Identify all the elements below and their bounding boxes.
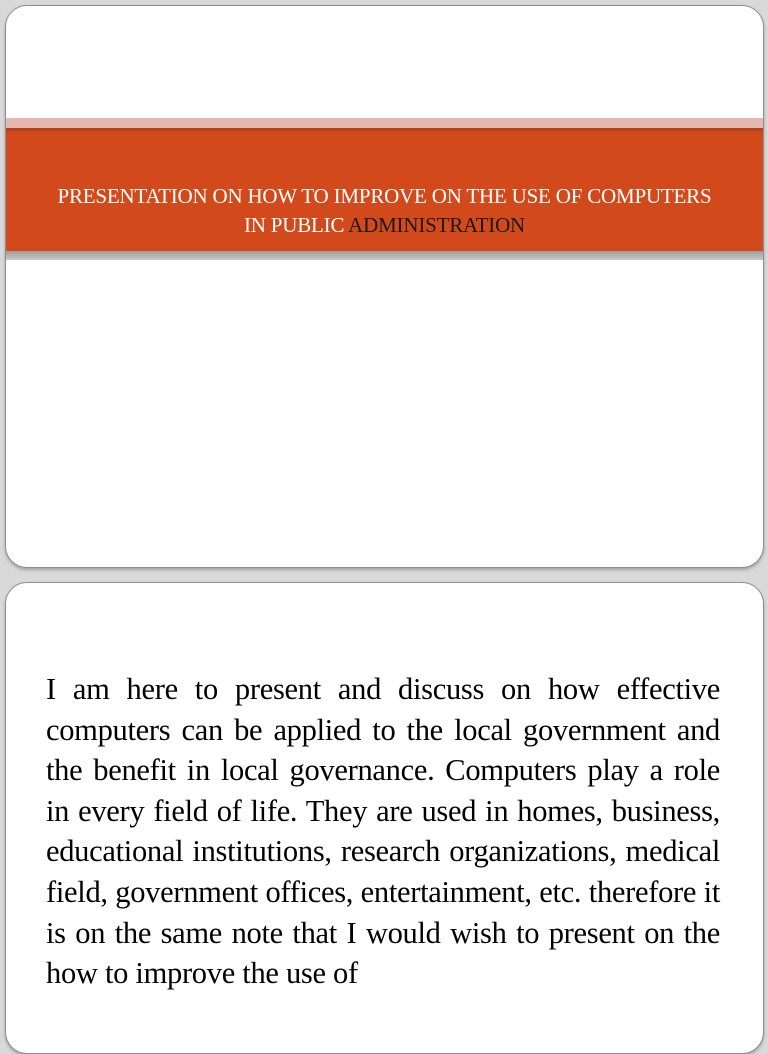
content-slide <box>5 582 764 1054</box>
slide-body-text: I am here to present and discuss on how effective computers can be applied to the local government and the benefit in local governance. Computers play a role in every field of life. They are used in homes, business, educational institutions, research organizations, medical field, government offices, entertainment, etc. therefore it is on the same note that I would wish to present on the how to improve the use of <box>46 672 720 991</box>
slide-title <box>46 182 723 240</box>
title-band-shadow <box>6 251 763 260</box>
slide-title-accent: ADMINISTRATION <box>348 213 526 237</box>
title-slide <box>5 5 764 568</box>
title-band-highlight <box>6 118 763 128</box>
slide-title-main: PRESENTATION ON HOW TO IMPROVE ON THE USE OF COMPUTERS IN PUBLIC <box>57 184 712 237</box>
